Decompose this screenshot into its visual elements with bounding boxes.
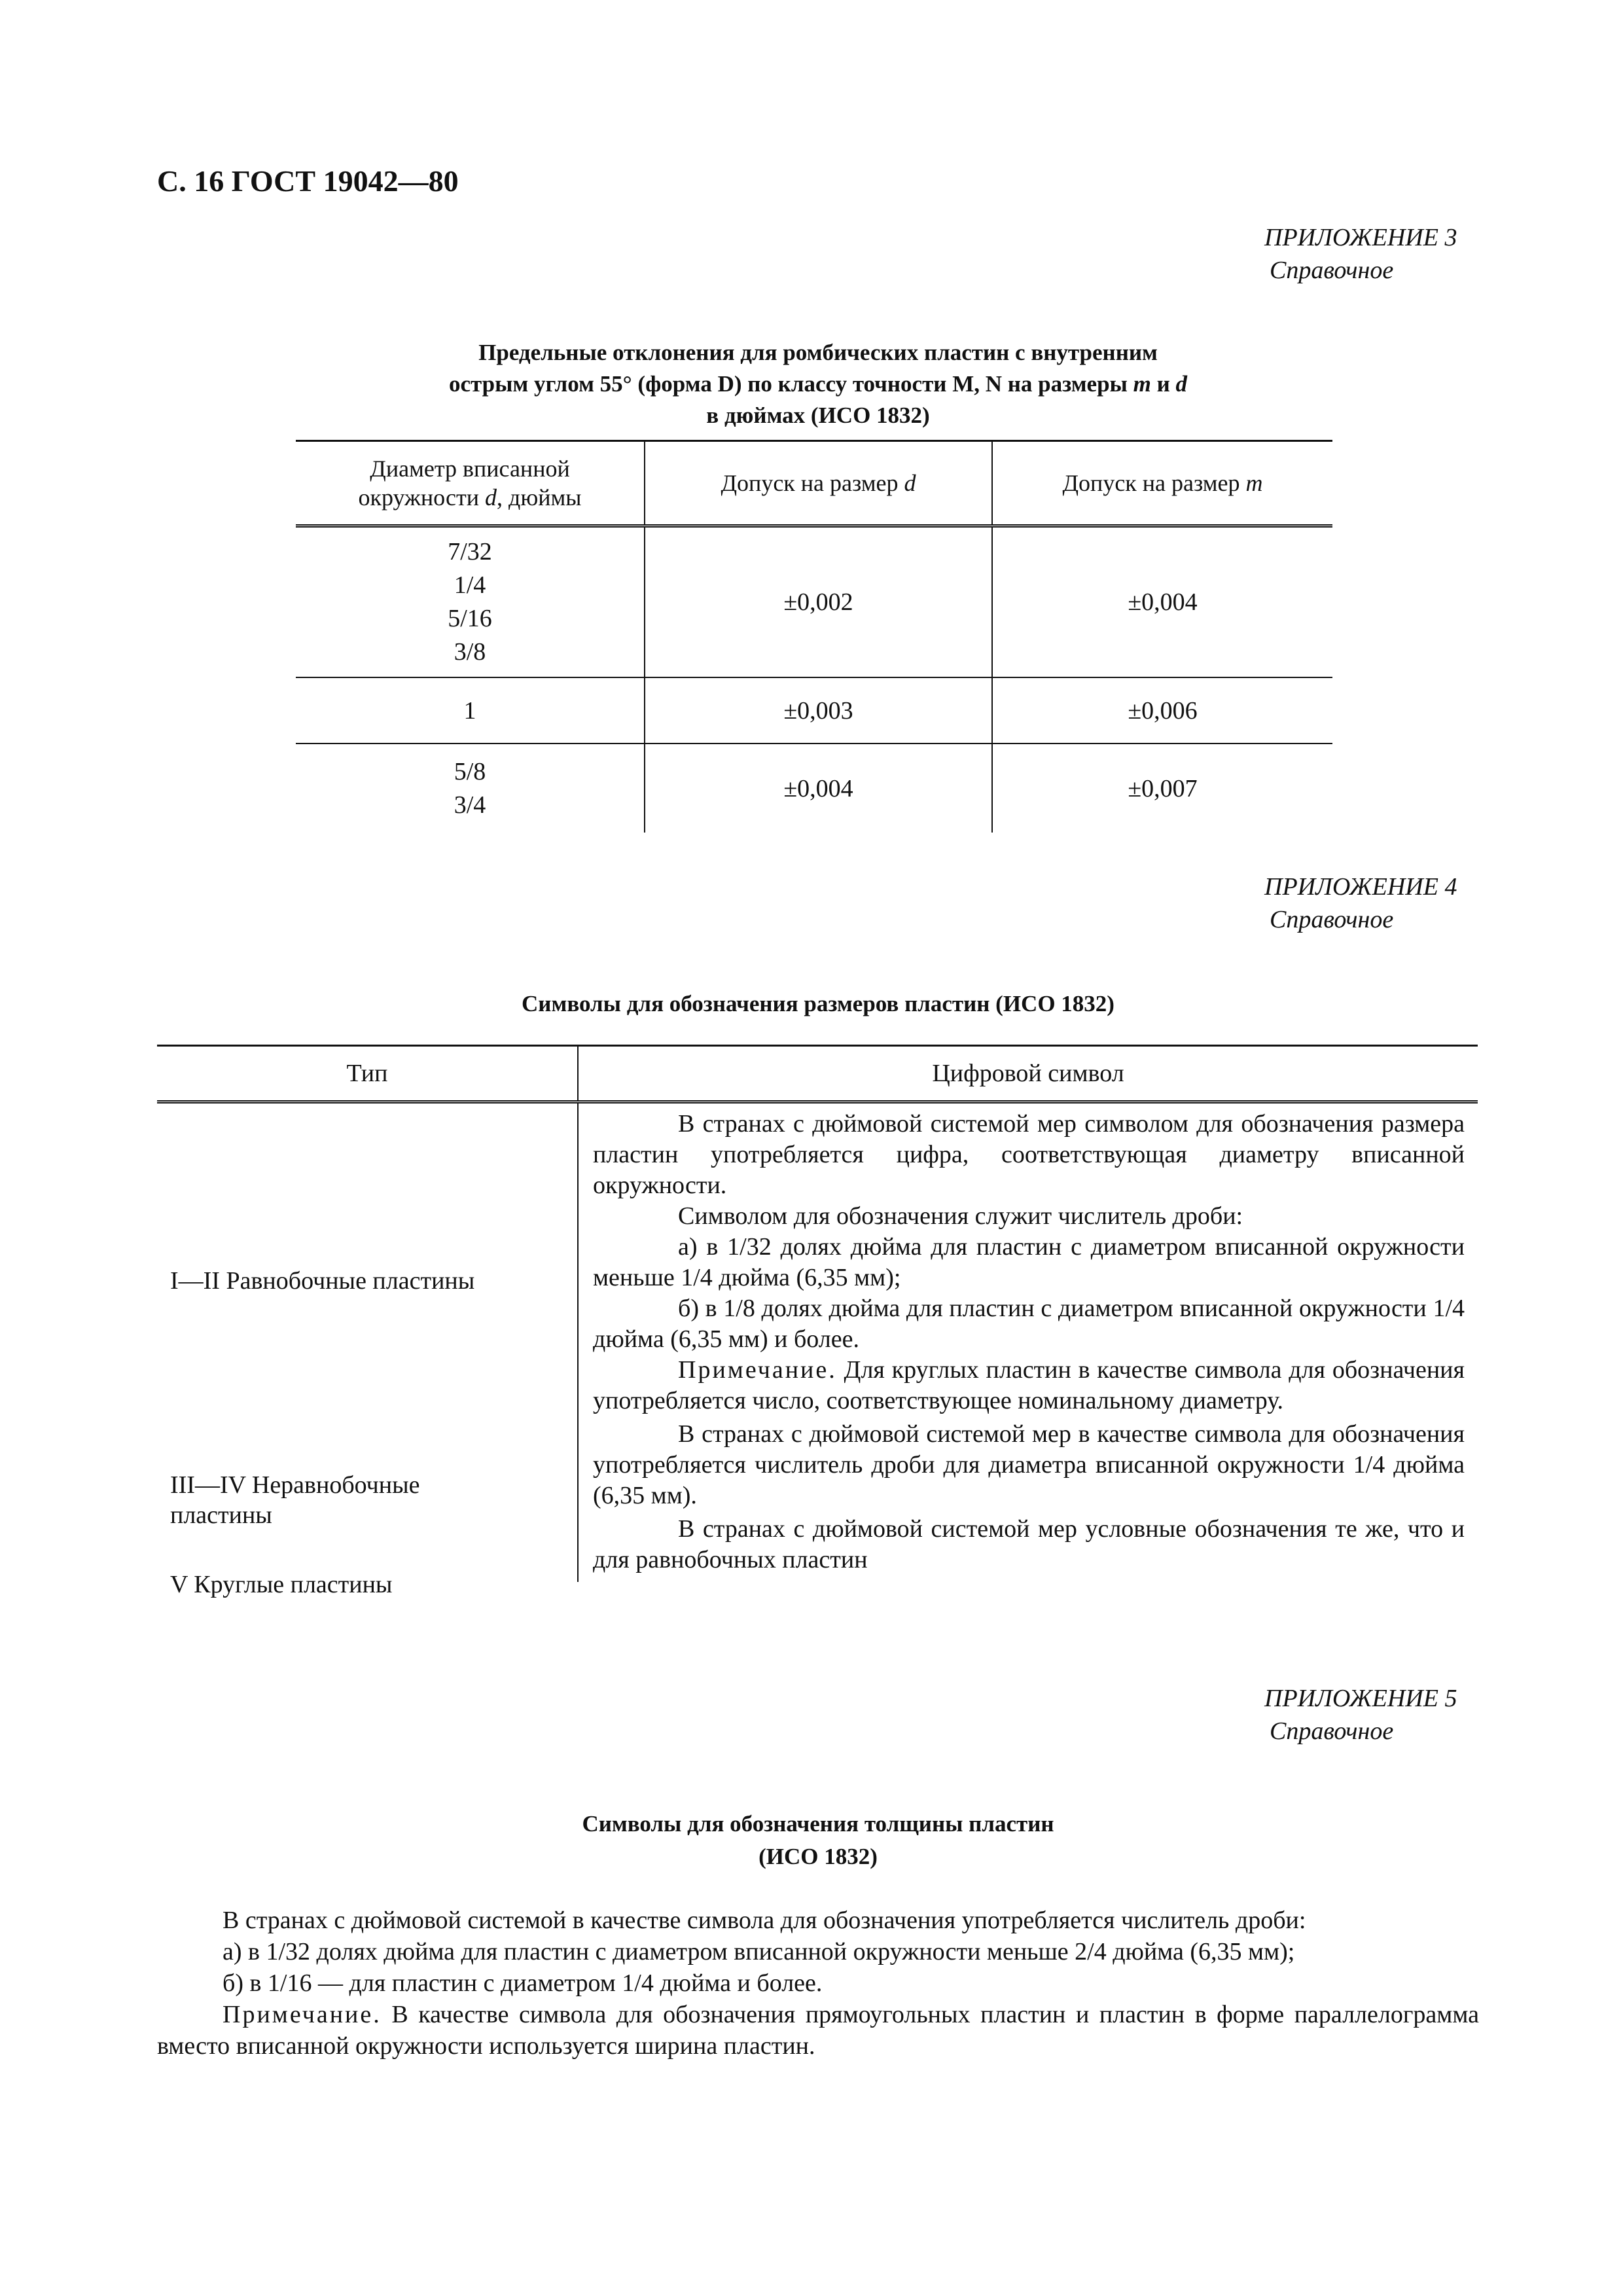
diameter-value: 7/32 — [448, 538, 492, 565]
desc-paragraph: Символом для обозначения служит числитель дроби: — [678, 1202, 1243, 1230]
header-var-d: d — [485, 484, 497, 511]
diameter-cell — [296, 744, 645, 833]
body-paragraph: а) в 1/32 долях дюйма для пластин с диаметром вписанной окружности меньше 2/4 дюйма (6,35 мм); — [223, 1938, 1295, 1965]
col-diameter-header-line2 — [296, 483, 643, 512]
tol-m-cell: ±0,006 — [992, 677, 1332, 744]
title-line-2 — [288, 368, 1348, 400]
desc-paragraph: В странах с дюймовой системой мер условные обозначения те же, что и для равнобочных пластин — [593, 1515, 1465, 1573]
col-tol-d-var: d — [904, 470, 916, 496]
col-diameter-header — [296, 441, 645, 526]
types-cell — [157, 1102, 578, 1598]
type-equilateral: I—II Равнобочные пластины — [170, 1267, 475, 1295]
table-row — [296, 744, 1332, 833]
table-row — [157, 1102, 1478, 1583]
table-header-row — [296, 441, 1332, 526]
col-diameter-header-line1: Диаметр вписанной — [370, 456, 570, 482]
appendix-5-label-block — [1264, 1682, 1457, 1748]
appendix-5-label: ПРИЛОЖЕНИЕ 5 — [1264, 1685, 1457, 1712]
note-text: В качестве символа для обозначения прямоугольных пластин и пластин в форме параллелограмма вместо вписанной окружности используется ширина пластин. — [157, 2001, 1480, 2060]
col-tol-m-header — [992, 441, 1332, 526]
page-header: С. 16 ГОСТ 19042—80 — [157, 164, 459, 198]
desc-paragraph: а) в 1/32 долях дюйма для пластин с диаметром вписанной окружности меньше 1/4 дюйма (6,35 мм); — [593, 1233, 1465, 1291]
tol-m-cell: ±0,004 — [992, 526, 1332, 678]
diameter-value: 5/16 — [448, 605, 492, 632]
desc-paragraph: В странах с дюймовой системой мер символом для обозначения размера пластин употребляется цифра, соответствующая диаметру вписанной окружности. — [593, 1110, 1465, 1199]
col-tol-d-header — [645, 441, 992, 526]
appendix-4-label: ПРИЛОЖЕНИЕ 4 — [1264, 873, 1457, 901]
symbols-description-cell — [578, 1102, 1478, 1583]
header-text-inches: , дюймы — [497, 484, 582, 511]
appendix-5-type: Справочное — [1270, 1717, 1394, 1745]
appendix-5-body — [157, 1905, 1479, 2062]
col-type-header: Тип — [157, 1046, 578, 1102]
body-note — [157, 1999, 1479, 2062]
diameter-value: 5/8 — [454, 757, 486, 785]
diameter-value: 3/8 — [454, 638, 486, 666]
body-paragraph: В странах с дюймовой системой в качестве символа для обозначения употребляется числитель дроби: — [223, 1907, 1306, 1934]
appendix-5-title — [288, 1808, 1348, 1873]
body-paragraph: б) в 1/16 — для пластин с диаметром 1/4 дюйма и более. — [223, 1969, 823, 1997]
note-label: Примечание. — [223, 2001, 382, 2028]
appendix-4-type: Справочное — [1270, 906, 1394, 933]
diameter-cell: 1 — [296, 677, 645, 744]
appendix-3-title — [288, 337, 1348, 431]
col-tol-d-header-text: Допуск на размер — [721, 470, 899, 496]
tol-d-cell: ±0,002 — [645, 526, 992, 678]
tol-d-cell: ±0,004 — [645, 744, 992, 833]
note-label: Примечание. — [678, 1356, 837, 1384]
table-row — [296, 677, 1332, 744]
tol-d-cell: ±0,003 — [645, 677, 992, 744]
size-symbols-table — [157, 1045, 1478, 1598]
col-tol-m-var: m — [1245, 470, 1263, 496]
appendix-3-label-block — [1264, 221, 1457, 287]
tol-m-cell: ±0,007 — [992, 744, 1332, 833]
title-line-1: Предельные отклонения для ромбических пластин с внутренним — [478, 340, 1158, 365]
var-d: d — [1175, 371, 1188, 397]
appendix-3-label: ПРИЛОЖЕНИЕ 3 — [1264, 224, 1457, 251]
header-text-circle: окружности — [358, 484, 480, 511]
appendix-3-type: Справочное — [1270, 257, 1394, 284]
appendix-4-label-block — [1264, 870, 1457, 936]
var-m: m — [1133, 371, 1151, 397]
appendix-5-title-line-1: Символы для обозначения толщины пластин — [582, 1811, 1054, 1837]
desc-paragraph: б) в 1/8 долях дюйма для пластин с диаметром вписанной окружности 1/4 дюйма (6,35 мм) и более. — [593, 1295, 1465, 1353]
diameter-value: 1/4 — [454, 571, 486, 599]
tolerance-table — [296, 440, 1332, 833]
type-non-equilateral: III—IV Неравнобочные пластины — [170, 1471, 420, 1529]
diameter-cell — [296, 526, 645, 678]
appendix-4-title: Символы для обозначения размеров пластин (ИСО 1832) — [522, 991, 1115, 1016]
note-text: Для круглых пластин в качестве символа для обозначения употребляется число, соответствующее номинальному диаметру. — [593, 1356, 1465, 1414]
title-line-2-text: острым углом 55° (форма D) по классу точности M, N на размеры — [448, 371, 1128, 397]
title-line-3: в дюймах (ИСО 1832) — [706, 403, 930, 428]
desc-paragraph: В странах с дюймовой системой мер в качестве символа для обозначения употребляется числитель дроби для диаметра вписанной окружности 1/4 дюйма (6,35 мм). — [593, 1420, 1465, 1509]
table-header-row — [157, 1046, 1478, 1102]
diameter-value: 3/4 — [454, 791, 486, 819]
title-and: и — [1156, 371, 1170, 397]
appendix-5-title-line-2: (ИСО 1832) — [758, 1844, 878, 1869]
type-round: V Круглые пластины — [170, 1571, 393, 1598]
desc-note — [593, 1355, 1465, 1416]
col-symbol-header: Цифровой символ — [578, 1046, 1478, 1102]
col-tol-m-header-text: Допуск на размер — [1062, 470, 1240, 496]
table-row — [296, 526, 1332, 678]
